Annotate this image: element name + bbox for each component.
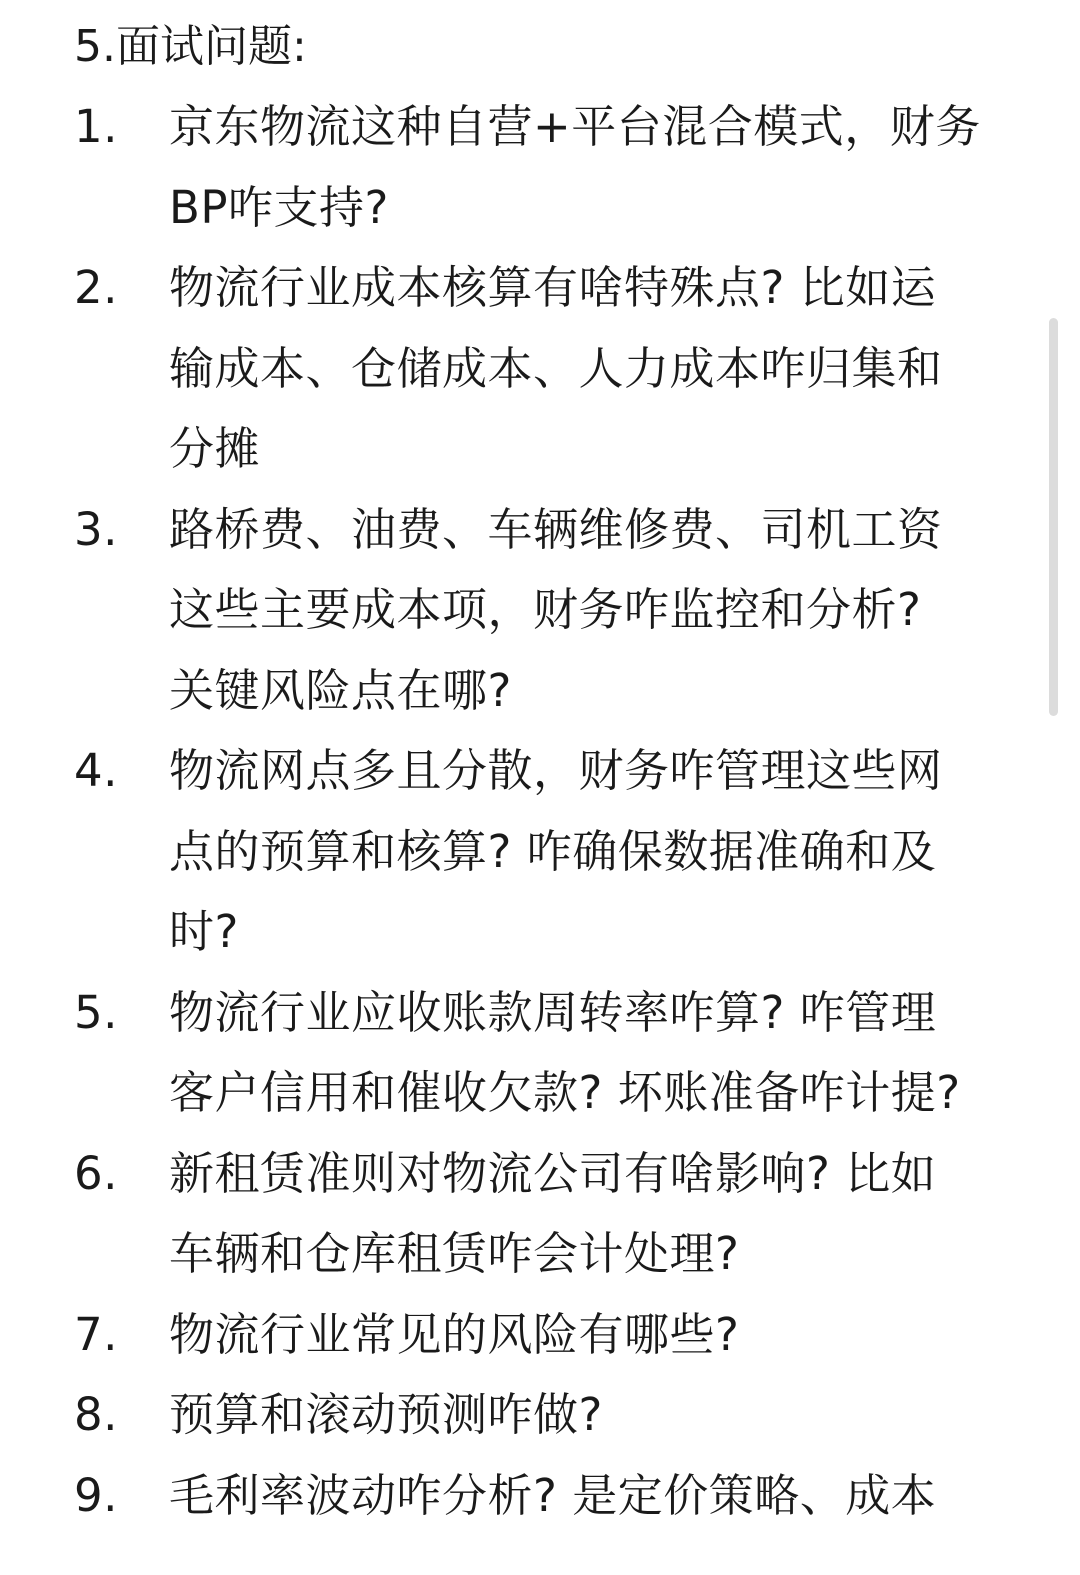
list-item-text: 物流行业常见的风险有哪些?: [169, 1307, 740, 1361]
list-item-number: 8.: [74, 1388, 118, 1441]
list-item-number: 4.: [74, 744, 118, 797]
list-item: [74, 1295, 994, 1376]
list-item-text: 新租赁准则对物流公司有啥影响? 比如车辆和仓库租赁咋会计处理?: [169, 1146, 937, 1280]
list-item-number: 5.: [74, 985, 118, 1039]
list-item-text: 物流网点多且分散，财务咋管理这些网点的预算和核算? 咋确保数据准确和及时?: [169, 744, 943, 958]
section-title: 5.面试问题:: [74, 21, 307, 72]
list-item-text: 京东物流这种自营+平台混合模式，财务BP咋支持?: [169, 100, 981, 234]
list-item: [74, 87, 994, 248]
list-item: [74, 1456, 994, 1537]
list-item-number: 7.: [74, 1307, 118, 1361]
list-item-number: 9.: [74, 1468, 118, 1522]
list-item-text: 物流行业应收账款周转率咋算? 咋管理客户信用和催收欠款? 坏账准备咋计提?: [169, 985, 961, 1119]
list-item-number: 1.: [74, 100, 118, 153]
list-item-text: 物流行业成本核算有啥特殊点? 比如运输成本、仓储成本、人力成本咋归集和分摊: [169, 261, 943, 475]
list-item-text: 毛利率波动咋分析? 是定价策略、成本: [169, 1468, 937, 1522]
list-item: [74, 731, 994, 973]
list-item-number: 3.: [74, 502, 118, 556]
list-item-number: 2.: [74, 261, 118, 314]
list-item: [74, 1375, 994, 1456]
list-item-number: 6.: [74, 1146, 118, 1200]
question-list: [74, 87, 994, 1536]
list-item: [74, 490, 994, 732]
vertical-scrollbar[interactable]: [1049, 318, 1058, 716]
list-item: [74, 973, 994, 1134]
list-item-text: 路桥费、油费、车辆维修费、司机工资这些主要成本项，财务咋监控和分析? 关键风险点在哪?: [169, 502, 943, 717]
list-item: [74, 248, 994, 490]
list-item: [74, 1134, 994, 1295]
list-item-text: 预算和滚动预测咋做?: [169, 1388, 603, 1441]
